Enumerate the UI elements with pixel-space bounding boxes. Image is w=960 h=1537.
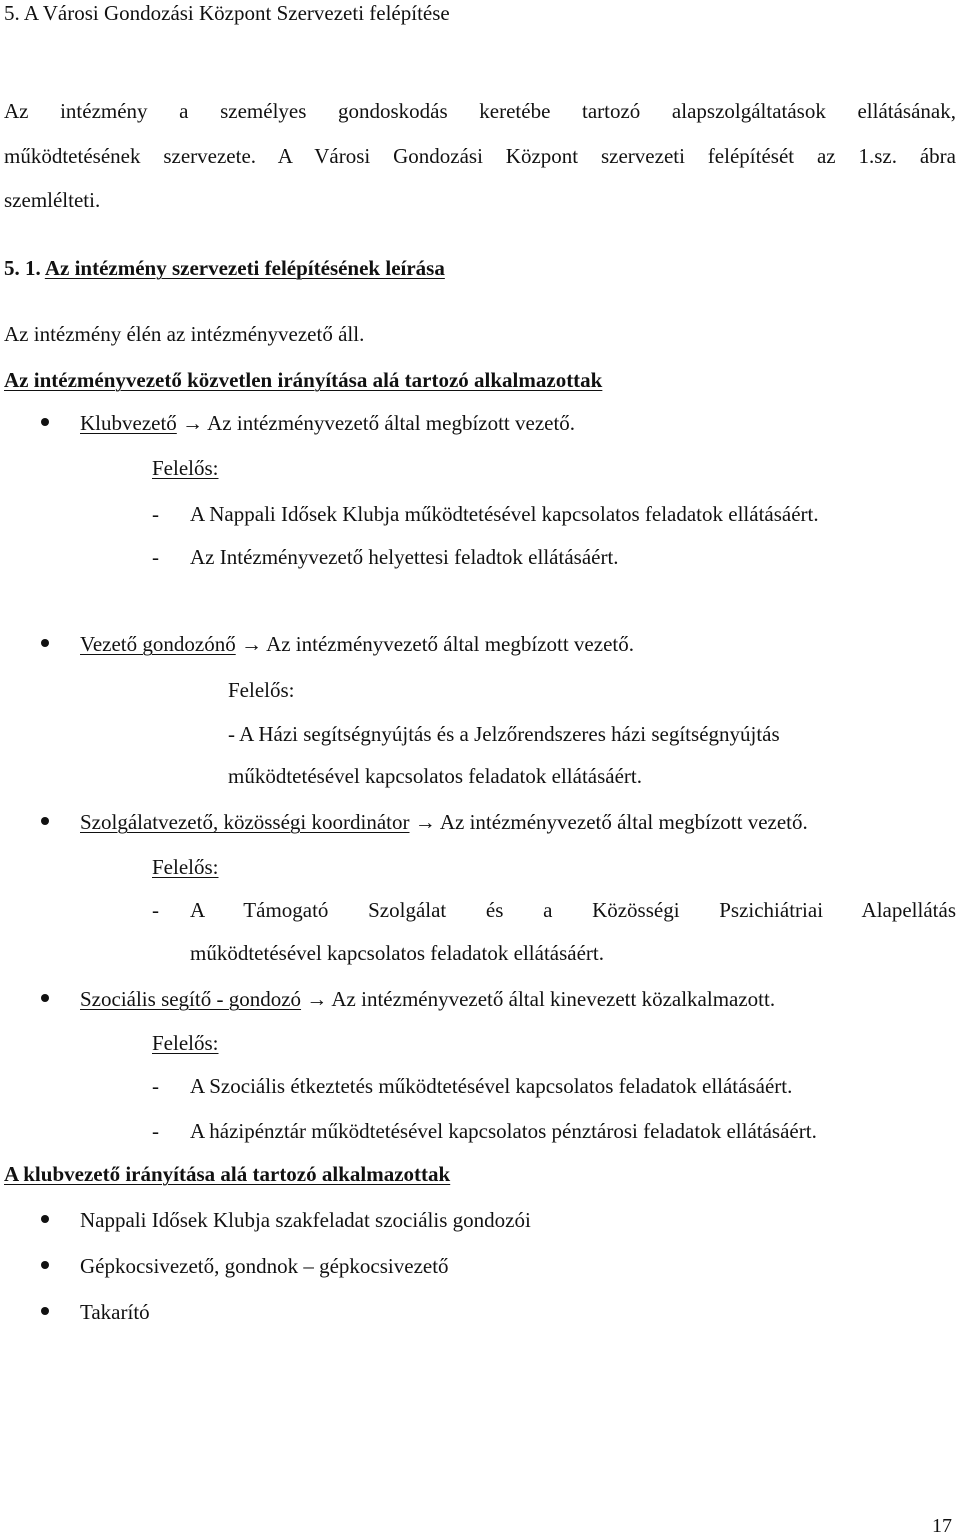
role-szolgalatvezeto xyxy=(80,812,808,833)
direct-reports-heading: Az intézményvezető közvetlen irányítása alá tartozó alkalmazottak xyxy=(4,368,603,392)
page-heading: 5. A Városi Gondozási Központ Szervezeti felépítése xyxy=(4,1,450,25)
responsibility-item: A Támogató Szolgálat és a Közösségi Pszichiátriai Alapellátás xyxy=(190,898,956,922)
bullet-icon xyxy=(41,418,49,426)
bullet-icon xyxy=(41,994,49,1002)
page-number: 17 xyxy=(932,1515,952,1537)
intro-line-3: szemlélteti. xyxy=(4,188,101,212)
section-number: 5. 1. xyxy=(4,256,41,280)
arrow-icon: → xyxy=(182,411,204,435)
role-klubvezeto xyxy=(80,413,575,434)
responsibility-item: A házipénztár működtetésével kapcsolatos pénztárosi feladatok ellátásáért. xyxy=(190,1119,817,1143)
bullet-icon xyxy=(41,1307,49,1315)
role-title: Szociális segítő - gondozó xyxy=(80,987,302,1011)
role-szocialis-segito xyxy=(80,989,775,1010)
role-title: Klubvezető xyxy=(80,411,177,435)
intro-line-2: működtetésének szervezete. A Városi Gondozási Központ szervezeti felépítését az 1.sz. ábra xyxy=(4,144,956,168)
responsibility-item-cont: működtetésével kapcsolatos feladatok ellátásáért. xyxy=(228,764,643,788)
role-vezeto-gondozono xyxy=(80,634,634,655)
list-item: Gépkocsivezető, gondnok – gépkocsivezető xyxy=(80,1254,449,1278)
list-item: Takarító xyxy=(80,1300,150,1324)
arrow-icon: → xyxy=(240,632,262,656)
arrow-icon: → xyxy=(414,810,436,834)
arrow-icon: → xyxy=(306,987,328,1011)
bullet-icon xyxy=(41,639,49,647)
club-staff-heading: A klubvezető irányítása alá tartozó alkalmazottak xyxy=(4,1162,451,1186)
responsibility-item: A Nappali Idősek Klubja működtetésével kapcsolatos feladatok ellátásáért. xyxy=(190,502,819,526)
section-title: Az intézmény szervezeti felépítésének leírása xyxy=(44,256,445,280)
bullet-icon xyxy=(41,1261,49,1269)
role-description: Az intézményvezető által megbízott vezető. xyxy=(266,632,634,656)
responsibility-item: Az Intézményvezető helyettesi feladtok ellátásáért. xyxy=(190,545,619,569)
bullet-icon xyxy=(41,1215,49,1223)
dash: - xyxy=(152,545,159,569)
role-description: Az intézményvezető által megbízott vezető. xyxy=(439,810,808,834)
felelos-label: Felelős: xyxy=(152,855,219,879)
felelos-label: Felelős: xyxy=(152,1031,219,1055)
dash: - xyxy=(152,898,159,922)
list-item: Nappali Idősek Klubja szakfeladat szociális gondozói xyxy=(80,1208,531,1232)
responsibility-item: - A Házi segítségnyújtás és a Jelzőrendszeres házi segítségnyújtás xyxy=(228,722,780,746)
responsibility-item: A Szociális étkeztetés működtetésével kapcsolatos feladatok ellátásáért. xyxy=(190,1074,793,1098)
felelos-label: Felelős: xyxy=(152,456,219,480)
dash: - xyxy=(152,502,159,526)
leader-sentence: Az intézmény élén az intézményvezető áll. xyxy=(4,322,365,346)
intro-line-1: Az intézmény a személyes gondoskodás keretébe tartozó alapszolgáltatások ellátásának, xyxy=(4,99,956,123)
bullet-icon xyxy=(41,817,49,825)
felelos-label: Felelős: xyxy=(228,678,295,702)
dash: - xyxy=(152,1119,159,1143)
responsibility-item-cont: működtetésével kapcsolatos feladatok ellátásáért. xyxy=(190,941,605,965)
section-heading xyxy=(4,258,445,279)
role-title: Szolgálatvezető, közösségi koordinátor xyxy=(80,810,410,834)
role-description: Az intézményvezető által megbízott vezető. xyxy=(207,411,576,435)
dash: - xyxy=(152,1074,159,1098)
role-description: Az intézményvezető által kinevezett közalkalmazott. xyxy=(331,987,776,1011)
role-title: Vezető gondozónő xyxy=(80,632,236,656)
